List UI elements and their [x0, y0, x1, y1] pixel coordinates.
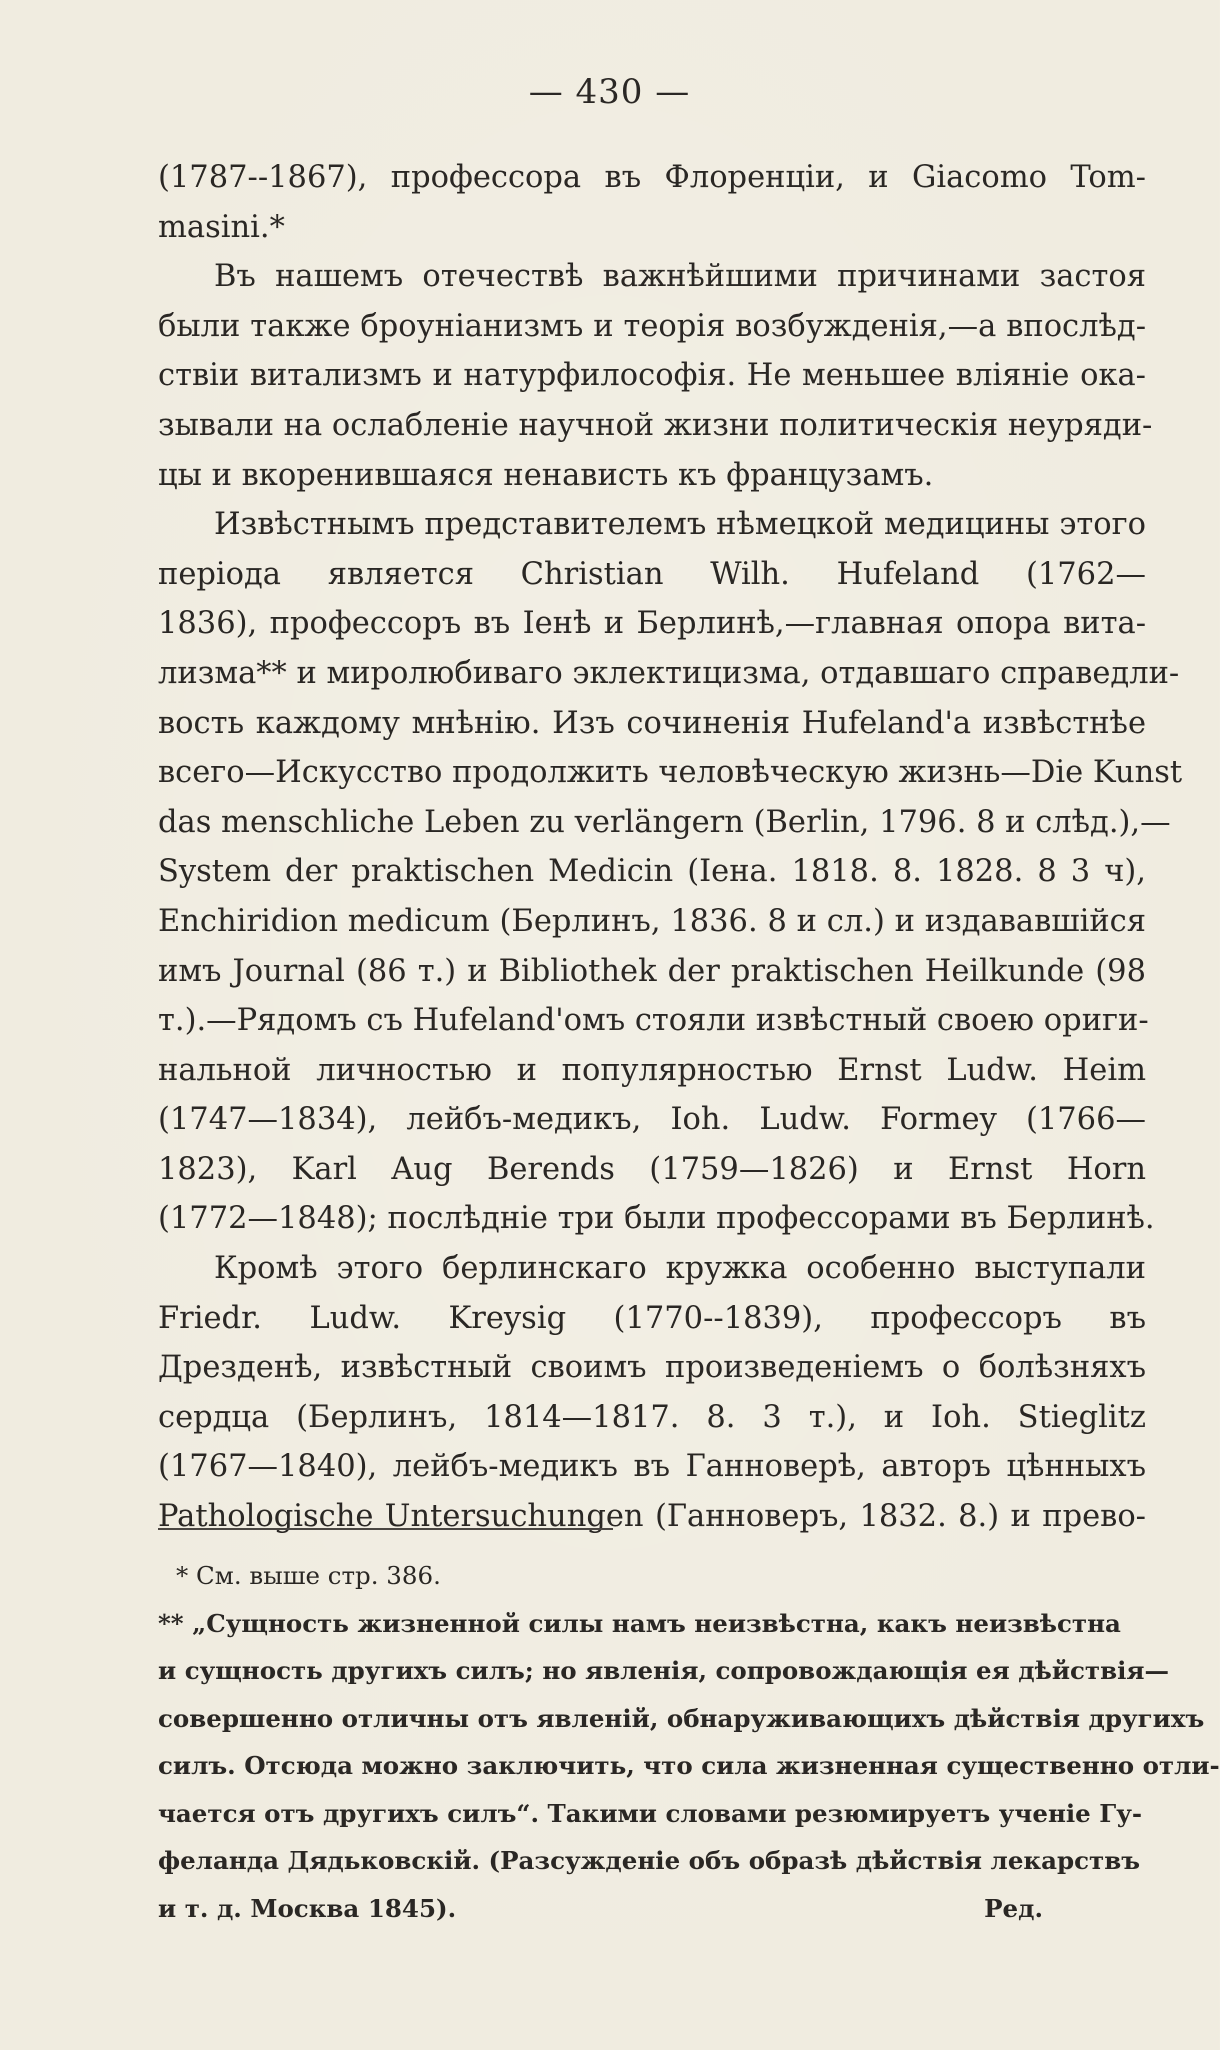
footnote-2-line: чается отъ другихъ силъ“. Такими словами резюмируетъ ученіе Гу- [158, 1798, 1143, 1828]
paragraph-start-line: Въ нашемъ отечествѣ важнѣйшими причинами застоя [214, 259, 1146, 295]
footnote-2-line: силъ. Отсюда можно заключить, что сила жизненная существенно отли- [158, 1751, 1220, 1780]
text-line: 1823), Karl Aug Berends (1759—1826) и Ernst Horn [158, 1151, 1146, 1187]
footnote-2-line: и сущность другихъ силъ; но явленія, сопровождающія ея дѣйствія— [158, 1656, 1170, 1685]
text-line: были также броуніанизмъ и теорія возбужденія,—а впослѣд- [158, 308, 1146, 344]
text-line: періода является Christian Wilh. Hufeland (1762— [158, 556, 1146, 592]
paragraph-start-line: Извѣстнымъ представителемъ нѣмецкой медицины этого [214, 507, 1146, 543]
text-line: т.).—Рядомъ съ Hufeland'омъ стояли извѣстный своею ориги- [158, 1003, 1149, 1039]
footnote-2-line: ** „Сущность жизненной силы намъ неизвѣстна, какъ неизвѣстна [158, 1608, 1121, 1638]
paragraph-start-line: Кромѣ этого берлинскаго кружка особенно выступали [214, 1251, 1146, 1287]
text-line: всего—Искусство продолжить человѣческую жизнь—Die Kunst [158, 755, 1183, 791]
text-line: вость каждому мнѣнію. Изъ сочиненія Hufeland'a извѣстнѣе [158, 705, 1146, 741]
footnote-separator [158, 1528, 613, 1530]
footnotes [158, 1552, 1220, 1932]
body-text [158, 153, 1183, 1542]
text-line: (1787--1867), профессора въ Флоренціи, и Giacomo Tom- [158, 160, 1146, 195]
editor-mark: Ред. [984, 1893, 1043, 1923]
text-line: нальной личностью и популярностью Ernst Ludw. Heim [158, 1052, 1146, 1088]
text-line: (1772—1848); послѣдніе три были профессорами въ Берлинѣ. [158, 1201, 1155, 1237]
text-line: Friedr. Ludw. Kreysig (1770--1839), профессоръ въ [158, 1300, 1146, 1336]
footnote-2-line: феланда Дядьковскій. (Разсужденіе объ образѣ дѣйствія лекарствъ [158, 1846, 1141, 1875]
footnote-1: * См. выше стр. 386. [176, 1561, 441, 1590]
text-line: сердца (Берлинъ, 1814—1817. 8. 3 т.), и Ioh. Stieglitz [158, 1399, 1146, 1435]
text-line: (1747—1834), лейбъ-медикъ, Ioh. Ludw. Formey (1766— [158, 1102, 1146, 1138]
text-line: Дрезденѣ, извѣстный своимъ произведеніемъ о болѣзняхъ [158, 1350, 1146, 1386]
text-line: (1767—1840), лейбъ-медикъ въ Ганноверѣ, авторъ цѣнныхъ [158, 1449, 1146, 1485]
footnote-2-last-line [158, 1885, 1073, 1933]
page-number: — 430 — [528, 72, 691, 112]
text-line: имъ Journal (86 т.) и Bibliothek der praktischen Heilkunde (98 [158, 953, 1146, 989]
text-line: лизма** и миролюбиваго эклектицизма, отдавшаго справедли- [158, 655, 1180, 691]
text-line: 1836), профессоръ въ Іенѣ и Берлинѣ,—главная опора вита- [158, 606, 1146, 642]
text-line: ствіи витализмъ и натурфилософія. Не меньшее вліяніе ока- [158, 358, 1146, 394]
text-line: Pathologische Untersuchungen (Ганноверъ, 1832. 8.) и прево- [158, 1499, 1146, 1535]
text-line: цы и вкоренившаяся ненависть къ французамъ. [158, 457, 934, 493]
text-line: Enchiridion medicum (Берлинъ, 1836. 8 и сл.) и издававшійся [158, 903, 1146, 939]
text-line: das menschliche Leben zu verlängern (Berlin, 1796. 8 и слѣд.),— [158, 804, 1171, 840]
text-line: masini.* [158, 209, 285, 245]
text-line: System der praktischen Medicin (Іена. 1818. 8. 1828. 8 3 ч), [158, 854, 1146, 890]
footnote-2-end: и т. д. Москва 1845). [158, 1893, 457, 1923]
footnote-2-line: совершенно отличны отъ явленій, обнаруживающихъ дѣйствія другихъ [158, 1703, 1205, 1733]
text-line: зывали на ослабленіе научной жизни политическія неуряди- [158, 407, 1153, 443]
